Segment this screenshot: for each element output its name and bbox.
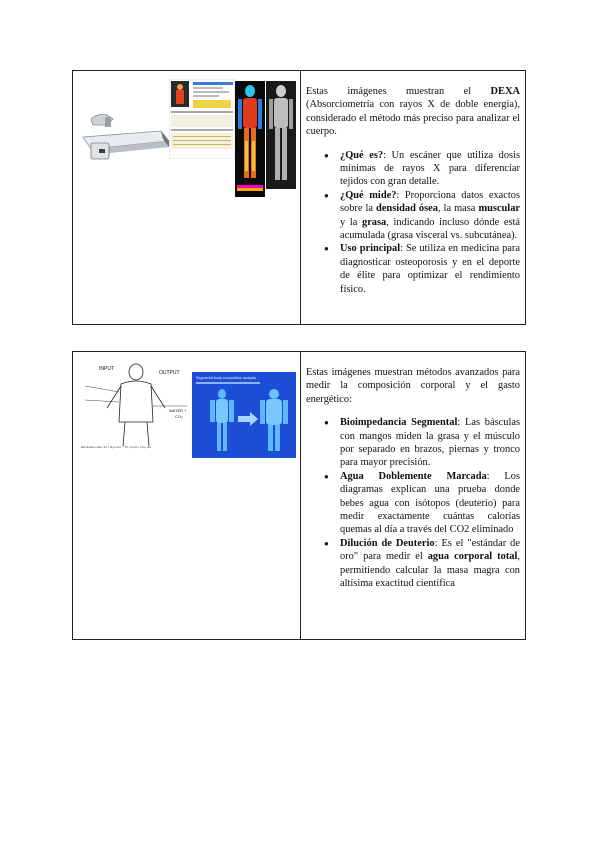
segmental-bioimpedance-poster (192, 372, 296, 458)
co2-label: CO₂ (175, 414, 183, 419)
dexa-images (73, 71, 300, 324)
body-composition-description (306, 366, 520, 591)
list-item: ● Dilución de Deuterio: Es el "estándar de oro" para medir el agua corporal total, permitiendo calcular la masa magra con altísima exactitud científica (340, 537, 520, 591)
list-item: ● ¿Qué es?: Un escáner que utiliza dosis mínimas de rayos X para diferenciar tejidos con gran detalle. (340, 149, 520, 189)
dexa-intro: Estas imágenes muestran el DEXA (Absorciometría con rayos X de doble energía), considerado el método más preciso para analizar el cuerpo. (306, 86, 520, 138)
dexa-scanner-image (77, 89, 173, 171)
input-label: INPUT (99, 366, 114, 372)
dexa-gray-scan-image (266, 81, 296, 189)
diagram-footer: Elimination rate: ²H = H₂O out · ¹⁸O = H₂O + CO₂ out (81, 445, 152, 449)
list-item: ● Uso principal: Se utiliza en medicina para diagnosticar osteoporosis y en el deporte de élite para optimizar el rendimiento físico. (340, 242, 520, 296)
body-composition-images (73, 352, 300, 639)
card-divider (300, 71, 301, 324)
list-item: ● ¿Qué mide?: Proporciona datos exactos sobre la densidad ósea, la masa muscular y la grasa, indicando incluso dónde está acumulada (grasa visceral vs. subcutánea). (340, 189, 520, 243)
body-composition-intro: Estas imágenes muestran métodos avanzados para medir la composición corporal y el gasto energético: (306, 367, 520, 405)
dexa-term: DEXA (490, 86, 520, 97)
card-divider (300, 352, 301, 639)
dexa-description (306, 85, 520, 296)
output-label: OUTPUT (159, 370, 180, 376)
list-item: ● Bioimpedancia Segmental: Las básculas con mangos miden la grasa y el músculo por separado en brazos, piernas y tronco para mayor precisión. (340, 416, 520, 470)
dexa-list (306, 149, 520, 296)
body-composition-card (72, 351, 526, 640)
list-item: ● Agua Doblemente Marcada: Los diagramas explican una prueba donde bebes agua con isótopos (deuterio) para medir exactamente cuántas calorías quemas al día a través del CO2 eliminado (340, 470, 520, 537)
body-composition-list (306, 416, 520, 590)
dexa-color-scan-image (235, 81, 265, 197)
dexa-card (72, 70, 526, 325)
dexa-report-image (169, 79, 235, 159)
poster-title: Segmental body composition analysis (196, 376, 257, 380)
doubly-labelled-water-diagram (79, 360, 193, 450)
water-out-label: WATER + (169, 408, 187, 413)
